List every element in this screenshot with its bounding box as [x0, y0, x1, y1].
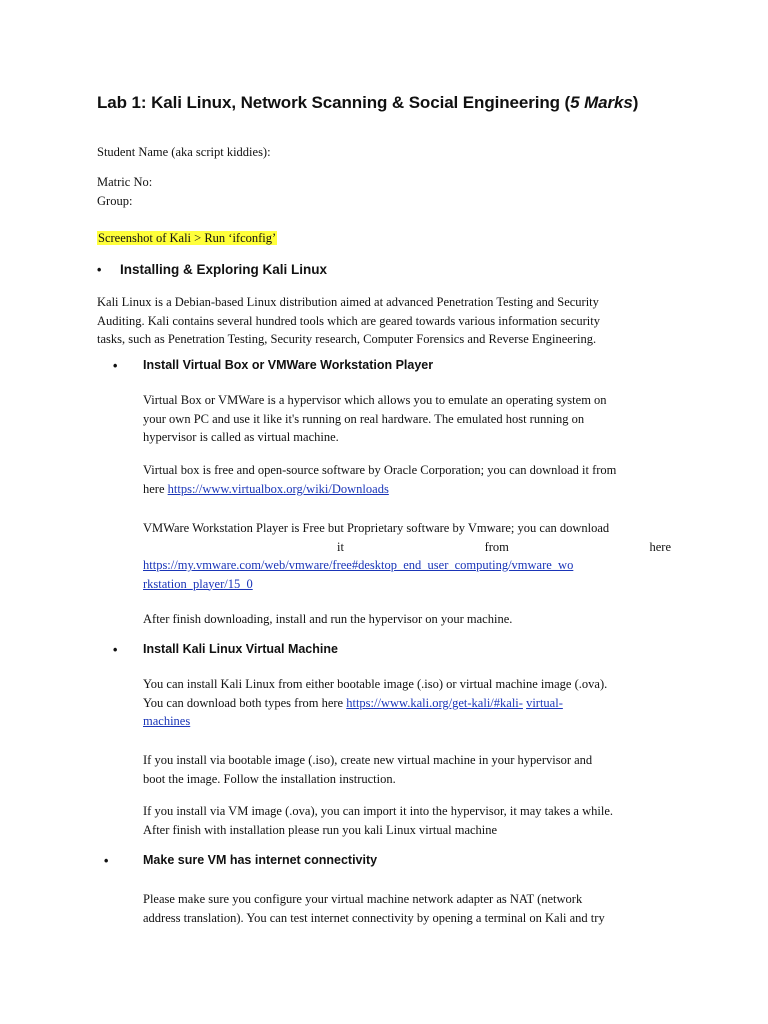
virtualbox-download-link[interactable]: https://www.virtualbox.org/wiki/Downloads	[167, 481, 389, 496]
iso-install-paragraph	[143, 751, 671, 788]
text-line	[143, 556, 671, 575]
page-title	[97, 93, 638, 113]
text-line: You can install Kali Linux from either bootable image (.iso) or virtual machine image (.ova).	[143, 677, 608, 691]
section-heading-installing-kali: Installing & Exploring Kali Linux	[120, 262, 328, 277]
connectivity-paragraph	[143, 890, 671, 927]
subheading-install-virtualbox: Install Virtual Box or VMWare Workstation Player	[143, 358, 434, 372]
kali-download-link[interactable]: https://www.kali.org/get-kali/#kali-	[346, 695, 523, 710]
bullet: •	[113, 643, 118, 657]
text-line: Please make sure you configure your virtual machine network adapter as NAT (network	[143, 892, 583, 906]
text-line: it from here	[337, 539, 671, 554]
vmware-download-link[interactable]: https://my.vmware.com/web/vmware/free#desktop_end_user_computing/vmware_wo	[143, 558, 574, 572]
text-line: here https://www.virtualbox.org/wiki/Downloads	[143, 481, 389, 496]
bullet: •	[113, 359, 118, 373]
highlighted-text: Screenshot of Kali > Run ‘ifconfig’	[98, 231, 277, 245]
kali-download-link-machines[interactable]: machines	[143, 714, 191, 728]
text-line: If you install via bootable image (.iso), create new virtual machine in your hypervisor and	[143, 753, 593, 767]
kali-description	[97, 293, 671, 349]
text-line: hypervisor is called as virtual machine.	[143, 430, 339, 444]
ova-install-paragraph	[143, 802, 671, 839]
hypervisor-description	[143, 391, 671, 447]
subheading-internet-connectivity: Make sure VM has internet connectivity	[143, 853, 378, 867]
vmware-download-link-cont[interactable]: rkstation_player/15_0	[143, 576, 253, 591]
text-line: VMWare Workstation Player is Free but Proprietary software by Vmware; you can download	[143, 521, 610, 535]
kali-download-link-virtual[interactable]: virtual-	[526, 695, 563, 710]
bullet: •	[104, 854, 109, 868]
text-line: If you install via VM image (.ova), you can import it into the hypervisor, it may takes a while.	[143, 804, 614, 818]
text-line: address translation). You can test internet connectivity by opening a terminal on Kali and try	[143, 910, 605, 925]
text-line: boot the image. Follow the installation instruction.	[143, 771, 396, 786]
virtualbox-paragraph	[143, 461, 671, 498]
matric-no-label: Matric No:	[97, 175, 153, 189]
text-line: You can download both types from here https://www.kali.org/get-kali/#kali- virtual-	[143, 695, 563, 710]
text-line	[143, 575, 671, 594]
title-text: Lab 1: Kali Linux, Network Scanning & Social Engineering (	[97, 93, 571, 112]
title-close: )	[632, 93, 639, 112]
highlight-note	[97, 231, 277, 246]
bullet: •	[97, 263, 102, 277]
text-line: Auditing. Kali contains several hundred tools which are geared towards various information security	[97, 313, 600, 328]
student-name-label: Student Name (aka script kiddies):	[97, 145, 271, 159]
text-line: Kali Linux is a Debian-based Linux distribution aimed at advanced Penetration Testing and Security	[97, 295, 599, 309]
text-line: Virtual Box or VMWare is a hypervisor which allows you to emulate an operating system on	[143, 393, 607, 407]
vmware-paragraph	[143, 519, 671, 593]
text-line: tasks, such as Penetration Testing, Security research, Computer Forensics and Reverse Engineering.	[97, 332, 597, 346]
text-line	[143, 712, 671, 731]
subheading-install-kali-vm: Install Kali Linux Virtual Machine	[143, 642, 338, 656]
text-line: After finish with installation please run you kali Linux virtual machine	[143, 822, 498, 837]
group-label: Group:	[97, 194, 133, 208]
text-line: Virtual box is free and open-source software by Oracle Corporation; you can download it from	[143, 463, 617, 477]
title-marks: 5 Marks	[570, 93, 633, 112]
after-download-paragraph: After finish downloading, install and run the hypervisor on your machine.	[143, 612, 513, 626]
text-line: your own PC and use it like it's running on real hardware. The emulated host running on	[143, 411, 585, 426]
kali-install-paragraph	[143, 675, 671, 731]
